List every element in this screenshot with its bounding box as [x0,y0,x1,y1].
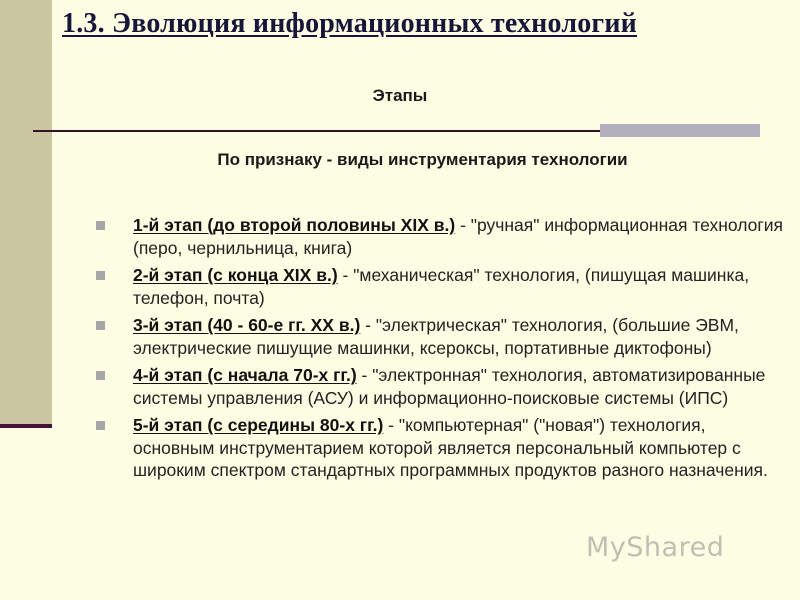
stage-item-5 [96,414,786,482]
stage-item-4 [96,364,786,409]
stage-heading: 5-й этап (с середины 80-х гг.) [133,415,384,435]
square-bullet-icon [96,221,105,230]
square-bullet-icon [96,421,105,430]
stage-heading: 3-й этап (40 - 60-е гг. XX в.) [133,315,361,335]
stage-description: - "электрическая" технология, (большие ЭВМ, электрические пишущие машинки, ксероксы, портативные диктофоны) [133,315,739,358]
stage-description: - "электронная" технология, автоматизированные системы управления (АСУ) и информационно-поисковые системы (ИПС) [133,365,766,408]
stage-description: - "компьютерная" ("новая") технология, основным инструментарием которой является персональный компьютер с широким спектром стандартных программных продуктов разного назначения. [133,415,768,480]
watermark-logo: MyShared [586,532,725,563]
square-bullet-icon [96,371,105,380]
stage-description: - "механическая" технология, (пишущая машинка, телефон, почта) [133,265,750,308]
square-bullet-icon [96,271,105,280]
square-bullet-icon [96,321,105,330]
stage-heading: 2-й этап (с конца XIX в.) [133,265,338,285]
stages-list [96,214,786,487]
divider-accent-block [600,124,760,137]
slide-subtitle: Этапы [372,86,428,105]
stage-description: - "ручная" информационная технология (перо, чернильница, книга) [133,215,784,258]
horizontal-divider [33,130,633,132]
left-decor-band [0,0,52,428]
left-decor-rule [0,424,52,428]
criterion-heading: По признаку - виды инструментария технологии [217,150,628,169]
stage-heading: 4-й этап (с начала 70-х гг.) [133,365,357,385]
stage-heading: 1-й этап (до второй половины XIX в.) [133,215,456,235]
slide-title: 1.3. Эволюция информационных технологий [62,8,638,39]
stage-item-1 [96,214,786,259]
stage-item-3 [96,314,786,359]
stage-item-2 [96,264,786,309]
